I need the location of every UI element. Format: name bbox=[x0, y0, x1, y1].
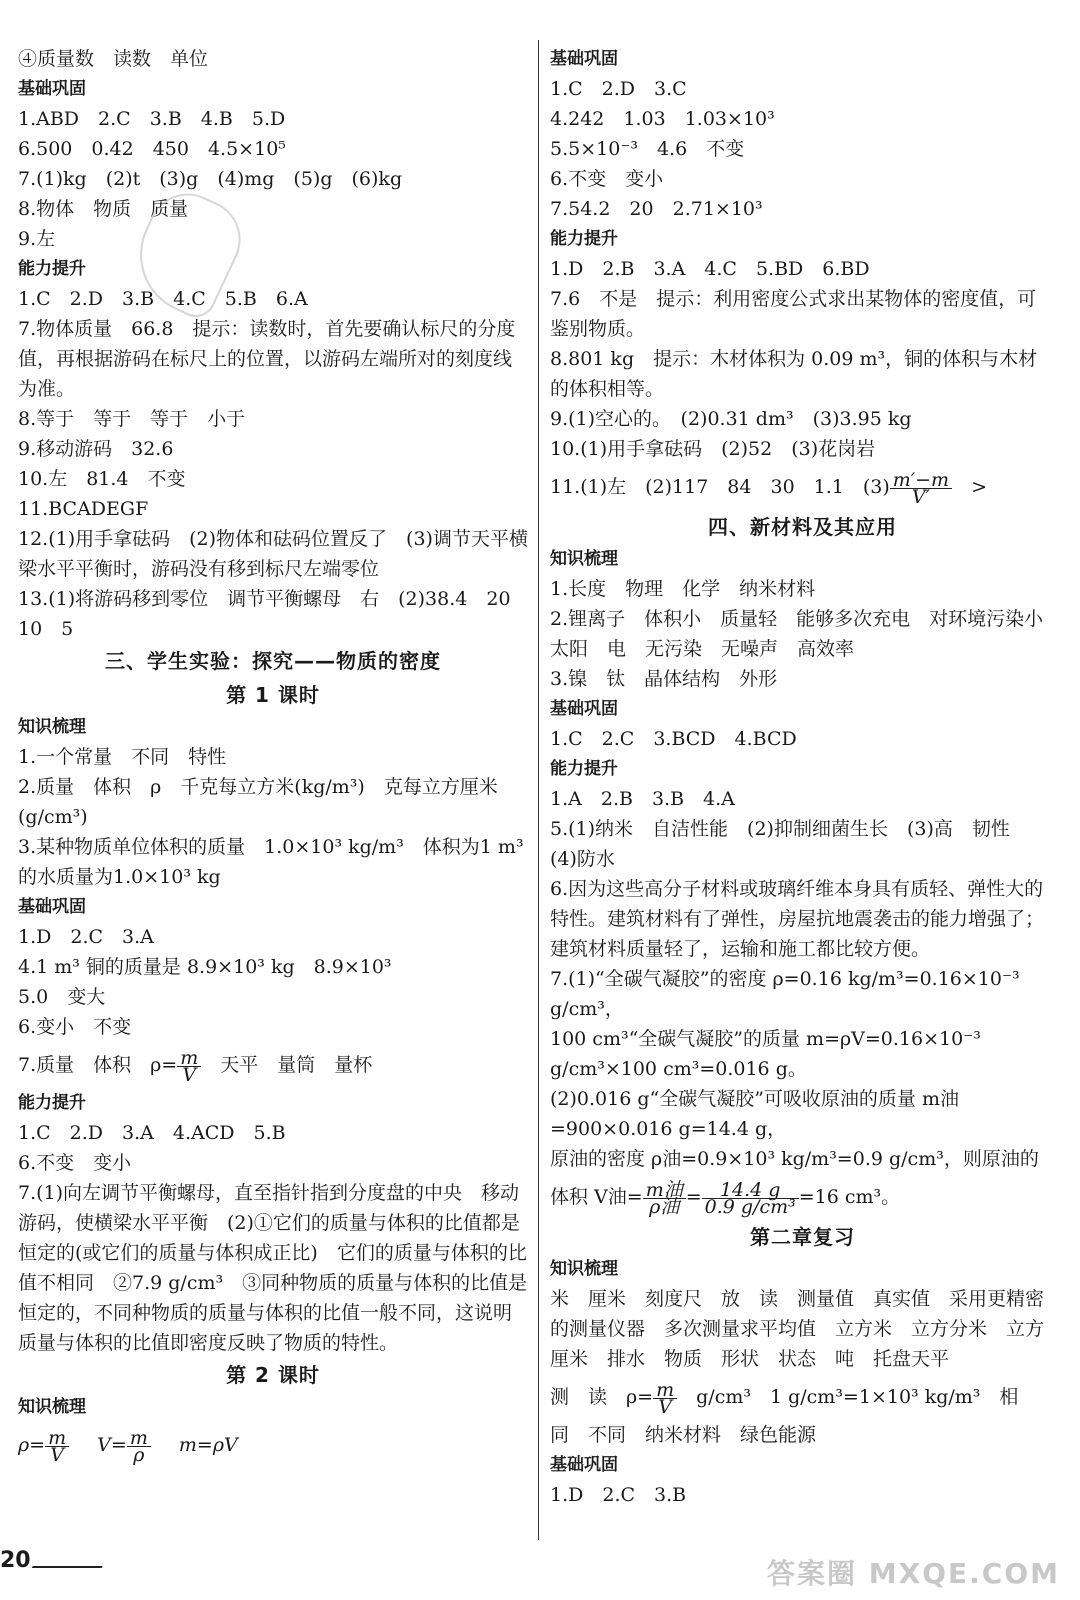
answer-line: ④质量数 读数 单位 bbox=[18, 48, 209, 70]
answer-line: 1.D 2.B 3.A 4.C 5.BD 6.BD bbox=[550, 258, 870, 280]
answer-line: 6.不变 变小 bbox=[550, 168, 664, 190]
answer-line: 8.等于 等于 等于 小于 bbox=[18, 408, 246, 430]
answer-line-formula bbox=[550, 1374, 1055, 1420]
answer-line: 1.C 2.D 3.A 4.ACD 5.B bbox=[18, 1122, 286, 1144]
answer-paragraph: 米 厘米 刻度尺 放 读 测量值 真实值 采用更精密的测量仪器 多次测量求平均值 立方米 立方分米 立方厘米 排水 物质 形状 状态 吨 托盘天平 bbox=[550, 1288, 1045, 1370]
answer-line: 10.左 81.4 不变 bbox=[18, 468, 186, 490]
numeric-fraction bbox=[702, 1178, 799, 1218]
text-segment: 7.质量 体积 ρ= bbox=[18, 1054, 178, 1076]
answer-paragraph: 6.因为这些高分子材料或玻璃纤维本身具有质轻、弹性大的特性。建筑材料有了弹性，房屋抗地震袭击的能力增强了；建筑材料质量轻了，运输和施工都比较方便。 bbox=[550, 878, 1045, 960]
page-decoration bbox=[32, 1560, 107, 1568]
section-heading: 基础巩固 bbox=[18, 79, 86, 99]
answer-line: 4.1 m³ 铜的质量是 8.9×10³ kg 8.9×10³ bbox=[18, 956, 392, 978]
column-divider bbox=[538, 40, 539, 1540]
text-segment: m=ρV bbox=[178, 1434, 238, 1456]
answer-paragraph: 7.6 不是 提示：利用密度公式求出某物体的密度值，可鉴别物质。 bbox=[550, 288, 1037, 340]
answer-line: 1.C 2.C 3.BCD 4.BCD bbox=[550, 728, 797, 750]
page-number: 20 bbox=[0, 1548, 31, 1573]
density-fraction bbox=[177, 1046, 201, 1086]
answer-line: 1.A 2.B 3.B 4.A bbox=[550, 788, 735, 810]
text-segment: 天平 量筒 量杯 bbox=[201, 1054, 373, 1076]
denominator: V bbox=[653, 1398, 677, 1415]
section-heading: 能力提升 bbox=[18, 259, 86, 279]
answer-line: 同 不同 纳米材料 绿色能源 bbox=[550, 1424, 817, 1446]
numerator: m bbox=[48, 1426, 67, 1449]
numerator: m bbox=[656, 1378, 675, 1401]
section-heading: 基础巩固 bbox=[18, 897, 86, 917]
denominator: ρ bbox=[127, 1446, 151, 1463]
answer-line: 7.54.2 20 2.71×10³ bbox=[550, 198, 763, 220]
answer-line-formula bbox=[550, 464, 1055, 510]
answer-line: 7.(1)kg (2)t (3)g (4)mg (5)g (6)kg bbox=[18, 168, 403, 190]
volume-fraction bbox=[127, 1426, 151, 1466]
text-segment: 体积 V油= bbox=[550, 1186, 643, 1208]
answer-paragraph: 原油的密度 ρ油=0.9×10³ kg/m³=0.9 g/cm³，则原油的 bbox=[550, 1148, 1039, 1170]
section-heading: 基础巩固 bbox=[550, 49, 618, 69]
answer-line: 1.C 2.D 3.B 4.C 5.B 6.A bbox=[18, 288, 308, 310]
answer-line: 8.物体 物质 质量 bbox=[18, 198, 189, 220]
section-heading: 基础巩固 bbox=[550, 1455, 618, 1475]
section-heading: 知识梳理 bbox=[550, 1259, 618, 1279]
answer-line: 6.变小 不变 bbox=[18, 1016, 132, 1038]
answer-paragraph: 7.(1)向左调节平衡螺母，直至指针指到分度盘的中央 移动游码，使横梁水平平衡 (2)①它们的质量与体积的比值都是恒定的(或它们的质量与体积成正比) 它们的质量与体积的比值不相同 ②7.9 g/cm³ ③同种物质的质量与体积的比值是恒定的，不同种物质的质量与体积的比值一般不同，这说明质量与体积的比值即密度反映了物质的特性。 bbox=[18, 1182, 528, 1354]
numerator: 14.4 g bbox=[719, 1178, 781, 1201]
right-column bbox=[550, 44, 1063, 1510]
answer-paragraph: 8.801 kg 提示：木材体积为 0.09 m³，铜的体积与木材的体积相等。 bbox=[550, 348, 1038, 400]
denominator: ρ油 bbox=[643, 1198, 686, 1215]
answer-paragraph: 5.(1)纳米 自洁性能 (2)抑制细菌生长 (3)高 韧性 (4)防水 bbox=[550, 818, 1029, 870]
left-column bbox=[18, 44, 528, 1468]
answer-line: 5.0 变大 bbox=[18, 986, 106, 1008]
answer-paragraph: 12.(1)用手拿砝码 (2)物体和砝码位置反了 (3)调节天平横梁水平平衡时，游码没有移到标尺左端零位 bbox=[18, 528, 528, 580]
answer-paragraph: (2)0.016 g“全碳气凝胶”可吸收原油的质量 m油=900×0.016 g=14.4 g， bbox=[550, 1088, 959, 1140]
section-heading: 知识梳理 bbox=[18, 1397, 86, 1417]
answer-line: 1.ABD 2.C 3.B 4.B 5.D bbox=[18, 108, 286, 130]
numerator: m油 bbox=[645, 1178, 683, 1201]
oil-mass-density-fraction bbox=[643, 1178, 686, 1218]
text-segment: ρ= bbox=[18, 1434, 46, 1456]
numerator: m bbox=[180, 1046, 199, 1069]
text-segment: g/cm³ 1 g/cm³=1×10³ kg/m³ 相 bbox=[677, 1386, 1019, 1408]
text-segment: > bbox=[952, 476, 987, 498]
answer-line: 3.镍 钛 晶体结构 外形 bbox=[550, 668, 778, 690]
answer-line: 6.500 0.42 450 4.5×10⁵ bbox=[18, 138, 286, 160]
density-fraction bbox=[45, 1426, 69, 1466]
answer-line: 1.C 2.D 3.C bbox=[550, 78, 687, 100]
answer-line: 4.242 1.03 1.03×10³ bbox=[550, 108, 775, 130]
answer-line: 10.(1)用手拿砝码 (2)52 (3)花岗岩 bbox=[550, 438, 876, 460]
answer-line: 1.一个常量 不同 特性 bbox=[18, 746, 227, 768]
lesson-title: 第 1 课时 bbox=[226, 683, 320, 707]
answer-paragraph: 7.物体质量 66.8 提示：读数时，首先要确认标尺的分度值，再根据游码在标尺上的位置，以游码左端所对的刻度线为准。 bbox=[18, 318, 516, 400]
answer-line: 1.长度 物理 化学 纳米材料 bbox=[550, 578, 816, 600]
denominator: V bbox=[177, 1066, 201, 1083]
answer-line: 9.移动游码 32.6 bbox=[18, 438, 174, 460]
denominator: V bbox=[45, 1446, 69, 1463]
text-segment: 11.(1)左 (2)117 84 30 1.1 (3) bbox=[550, 476, 890, 498]
answer-line-formula bbox=[550, 1174, 1055, 1220]
answer-line: 5.5×10⁻³ 4.6 不变 bbox=[550, 138, 745, 160]
numerator: m bbox=[129, 1426, 148, 1449]
site-watermark: 答案圈 MXQE.COM bbox=[767, 1557, 1060, 1590]
text-segment: =16 cm³。 bbox=[798, 1186, 901, 1208]
text-segment: V= bbox=[97, 1434, 127, 1456]
numerator: m′−m bbox=[892, 468, 950, 491]
chapter-title: 四、新材料及其应用 bbox=[708, 515, 897, 539]
answer-paragraph: 3.某种物质单位体积的质量 1.0×10³ kg/m³ 体积为1 m³ 的水质量为1.0×10³ kg bbox=[18, 836, 524, 888]
density-fraction bbox=[890, 468, 952, 508]
answer-paragraph: 13.(1)将游码移到零位 调节平衡螺母 右 (2)38.4 20 10 5 bbox=[18, 588, 530, 640]
section-heading: 基础巩固 bbox=[550, 699, 618, 719]
section-heading: 知识梳理 bbox=[18, 717, 86, 737]
answer-paragraph: 2.锂离子 体积小 质量轻 能够多次充电 对环境污染小 太阳 电 无污染 无噪声 高效率 bbox=[550, 608, 1063, 660]
text-segment: 测 读 ρ= bbox=[550, 1386, 654, 1408]
answer-line: 1.D 2.C 3.B bbox=[550, 1484, 687, 1506]
text-segment: = bbox=[685, 1186, 702, 1208]
section-heading: 知识梳理 bbox=[550, 549, 618, 569]
answer-paragraph: 2.质量 体积 ρ 千克每立方米(kg/m³) 克每立方厘米(g/cm³) bbox=[18, 776, 498, 828]
lesson-title: 第 2 课时 bbox=[226, 1363, 320, 1387]
answer-line: 1.D 2.C 3.A bbox=[18, 926, 154, 948]
answer-line: 6.不变 变小 bbox=[18, 1152, 132, 1174]
denominator: 0.9 g/cm³ bbox=[702, 1198, 799, 1215]
answer-line: 9.左 bbox=[18, 228, 56, 250]
answer-paragraph: 100 cm³“全碳气凝胶”的质量 m=ρV=0.16×10⁻³ g/cm³×100 cm³=0.016 g。 bbox=[550, 1028, 981, 1080]
section-heading: 能力提升 bbox=[18, 1093, 86, 1113]
section-heading: 能力提升 bbox=[550, 229, 618, 249]
chapter-title: 三、学生实验：探究——物质的密度 bbox=[105, 649, 441, 673]
denominator: V′ bbox=[890, 488, 952, 505]
section-heading: 能力提升 bbox=[550, 759, 618, 779]
chapter-title: 第二章复习 bbox=[750, 1225, 855, 1249]
answer-line: 9.(1)空心的。 (2)0.31 dm³ (3)3.95 kg bbox=[550, 408, 912, 430]
answer-paragraph: 7.(1)“全碳气凝胶”的密度 ρ=0.16 kg/m³=0.16×10⁻³ g/cm³， bbox=[550, 968, 1020, 1020]
answer-line-formula bbox=[18, 1042, 528, 1088]
density-fraction bbox=[653, 1378, 677, 1418]
answer-line: 11.BCADEGF bbox=[18, 498, 149, 520]
formula-line bbox=[18, 1422, 528, 1468]
